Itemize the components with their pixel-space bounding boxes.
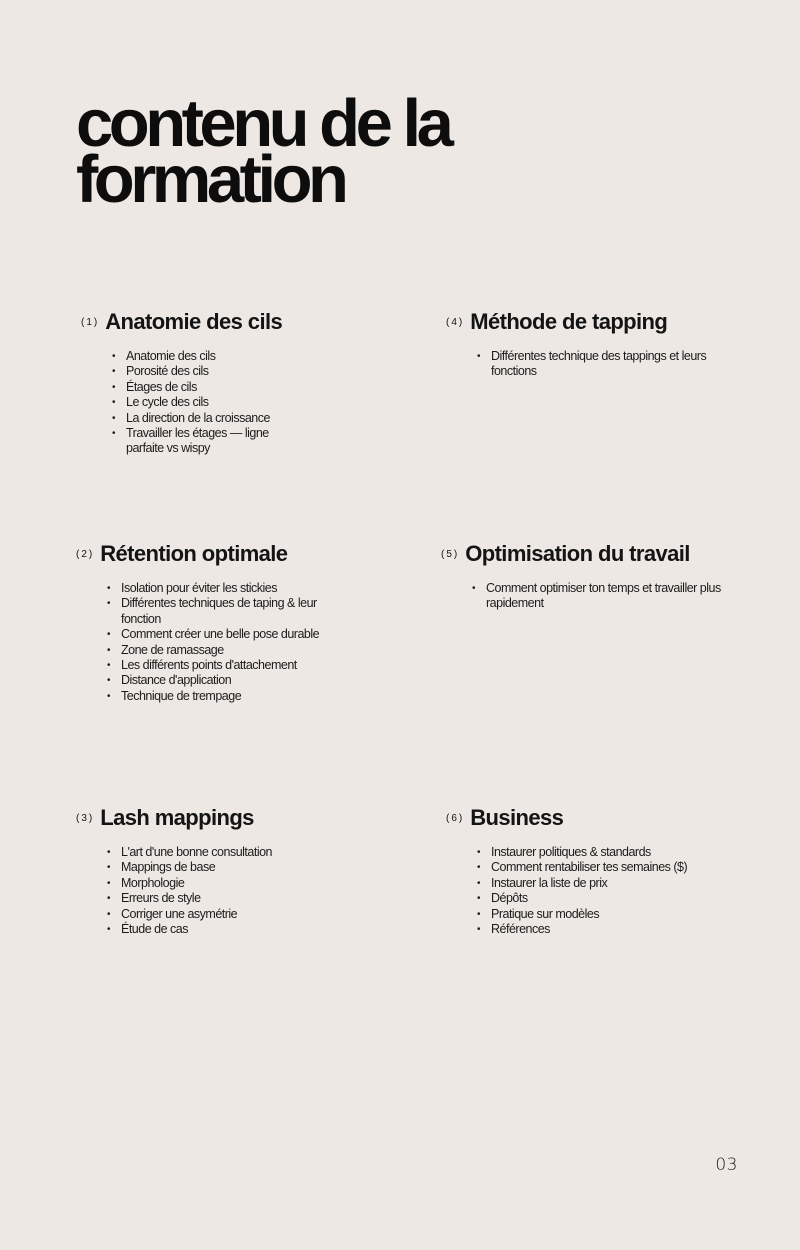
list-item: • Porosité des cils xyxy=(112,364,297,379)
list-item: • Instaurer la liste de prix xyxy=(477,876,737,891)
list-item: • Différentes technique des tappings et leurs fonctions xyxy=(477,349,727,380)
section-list xyxy=(472,581,722,612)
list-item: • Dépôts xyxy=(477,891,737,906)
list-item: • Comment rentabiliser tes semaines ($) xyxy=(477,860,737,875)
list-item: • Références xyxy=(477,922,737,937)
list-item: • Instaurer politiques & standards xyxy=(477,845,737,860)
section-number: (6) xyxy=(446,813,465,824)
section-number: (1) xyxy=(81,317,100,328)
list-item: • Erreurs de style xyxy=(107,891,347,906)
list-item: • Pratique sur modèles xyxy=(477,907,737,922)
list-item: • La direction de la croissance xyxy=(112,411,297,426)
section-number: (5) xyxy=(441,549,460,560)
page-title xyxy=(76,86,636,217)
list-item: • Étude de cas xyxy=(107,922,347,937)
page-number: 03 xyxy=(715,1155,738,1175)
section-optimisation-du-travail xyxy=(441,541,761,612)
list-item: • Les différents points d'attachement xyxy=(107,658,339,673)
section-header xyxy=(441,541,761,567)
list-item: • Comment optimiser ton temps et travailler plus rapidement xyxy=(472,581,722,612)
section-business xyxy=(446,805,746,937)
section-header xyxy=(446,309,746,335)
list-item: • Technique de trempage xyxy=(107,689,339,704)
section-number: (3) xyxy=(76,813,95,824)
section-title: Optimisation du travail xyxy=(465,541,690,566)
list-item: • Distance d'application xyxy=(107,673,339,688)
list-item: • Anatomie des cils xyxy=(112,349,297,364)
section-title: Anatomie des cils xyxy=(105,309,283,334)
list-item: • Travailler les étages — ligne parfaite vs wispy xyxy=(112,426,297,457)
section-title: Business xyxy=(470,805,564,830)
list-item: • Comment créer une belle pose durable xyxy=(107,627,339,642)
section-list xyxy=(477,845,737,937)
section-lash-mappings xyxy=(76,805,376,937)
list-item: • Corriger une asymétrie xyxy=(107,907,347,922)
section-title: Méthode de tapping xyxy=(470,309,668,334)
page-title-line-2: formation xyxy=(76,142,345,217)
section-retention-optimale xyxy=(76,541,376,704)
list-item: • Morphologie xyxy=(107,876,347,891)
section-list xyxy=(477,349,727,380)
list-item: • Le cycle des cils xyxy=(112,395,297,410)
section-title: Lash mappings xyxy=(100,805,254,830)
section-header xyxy=(76,805,376,831)
list-item: • L'art d'une bonne consultation xyxy=(107,845,347,860)
section-list xyxy=(112,349,297,457)
section-title: Rétention optimale xyxy=(100,541,288,566)
section-header xyxy=(446,805,746,831)
list-item: • Mappings de base xyxy=(107,860,347,875)
section-list xyxy=(107,581,339,704)
list-item: • Étages de cils xyxy=(112,380,297,395)
section-anatomie-des-cils xyxy=(81,309,311,457)
section-header xyxy=(76,541,376,567)
section-number: (4) xyxy=(446,317,465,328)
section-methode-de-tapping xyxy=(446,309,746,380)
section-header xyxy=(81,309,311,335)
page-title-line-1: contenu de la xyxy=(76,86,450,161)
list-item: • Zone de ramassage xyxy=(107,643,339,658)
list-item: • Différentes techniques de taping & leur fonction xyxy=(107,596,339,627)
section-list xyxy=(107,845,347,937)
list-item: • Isolation pour éviter les stickies xyxy=(107,581,339,596)
section-number: (2) xyxy=(76,549,95,560)
